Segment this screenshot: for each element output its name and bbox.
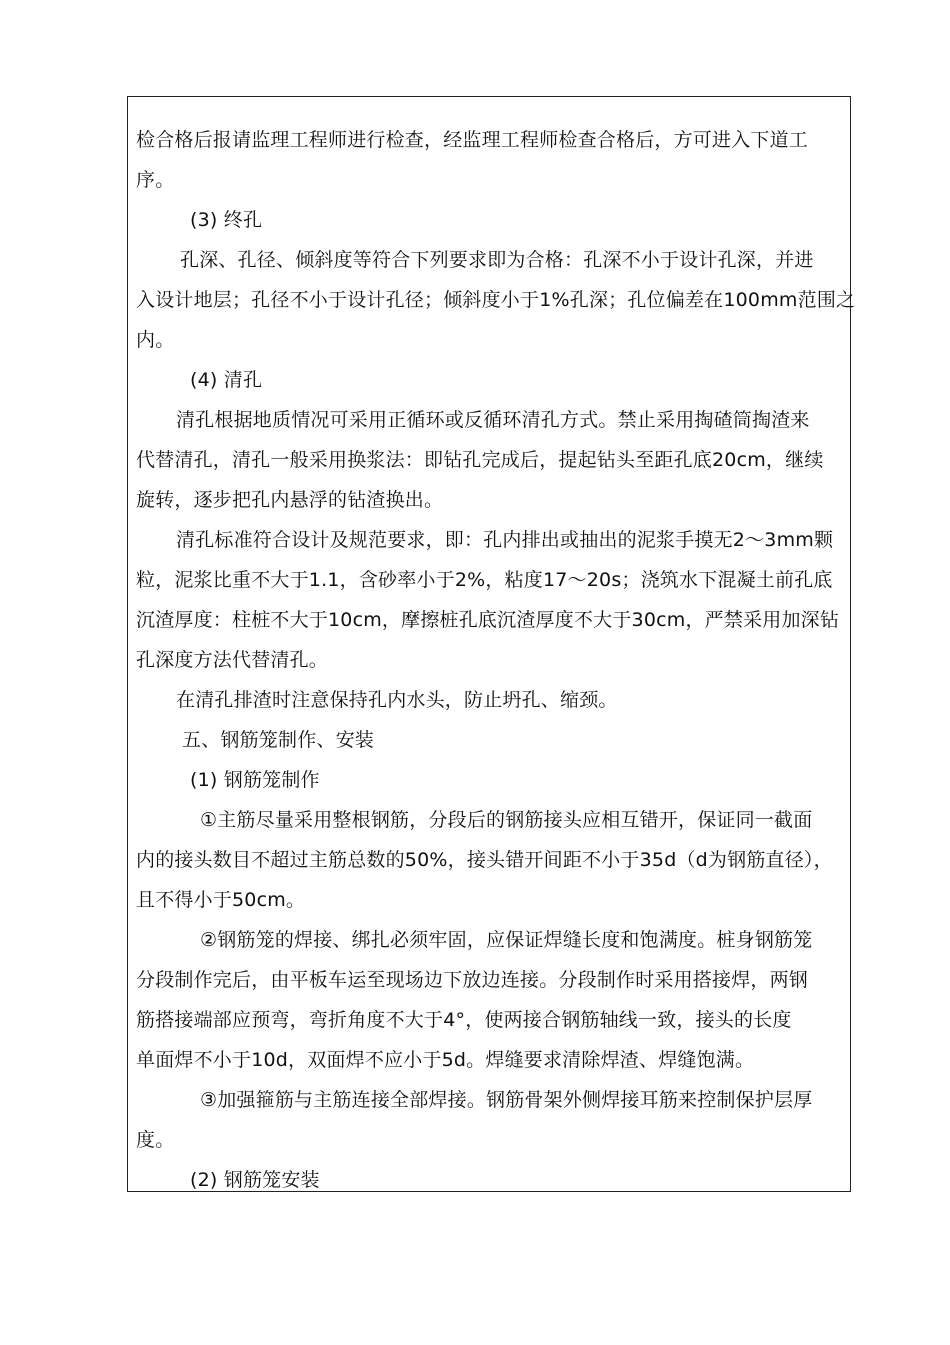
- text-line: 在清孔排渣时注意保持孔内水头，防止坍孔、缩颈。: [176, 689, 618, 711]
- text-line: 清孔标准符合设计及规范要求，即：孔内排出或抽出的泥浆手摸无2～3mm颗: [176, 529, 834, 551]
- text-line: 孔深度方法代替清孔。: [136, 649, 329, 671]
- text-line: 清孔根据地质情况可采用正循环或反循环清孔方式。禁止采用掏碴筒掏渣来: [176, 409, 810, 431]
- text-line: 粒，泥浆比重不大于1.1，含砂率小于2%，粘度17～20s；浇筑水下混凝土前孔底: [136, 569, 833, 591]
- section-heading: (3) 终孔: [190, 209, 263, 231]
- text-line: 内的接头数目不超过主筋总数的50%，接头错开间距不小于35d（d为钢筋直径），: [136, 849, 833, 871]
- text-line: ③加强箍筋与主筋连接全部焊接。钢筋骨架外侧焊接耳筋来控制保护层厚: [200, 1089, 813, 1111]
- text-line: 入设计地层；孔径不小于设计孔径；倾斜度小于1%孔深；孔位偏差在100mm范围之: [136, 289, 856, 311]
- text-line: 旋转，逐步把孔内悬浮的钻渣换出。: [136, 489, 444, 511]
- section-heading: (4) 清孔: [190, 369, 263, 391]
- text-line: 沉渣厚度：柱桩不大于10cm，摩擦桩孔底沉渣厚度不大于30cm，严禁采用加深钻: [136, 609, 840, 631]
- text-line: 检合格后报请监理工程师进行检查，经监理工程师检查合格后，方可进入下道工: [136, 129, 809, 151]
- text-line: 度。: [136, 1129, 175, 1151]
- text-line: ①主筋尽量采用整根钢筋，分段后的钢筋接头应相互错开，保证同一截面: [200, 809, 813, 831]
- text-line: 孔深、孔径、倾斜度等符合下列要求即为合格：孔深不小于设计孔深，并进: [180, 249, 814, 271]
- text-line: 分段制作完后，由平板车运至现场边下放边连接。分段制作时采用搭接焊，两钢: [136, 969, 809, 991]
- text-line: 单面焊不小于10d，双面焊不应小于5d。焊缝要求清除焊渣、焊缝饱满。: [136, 1049, 755, 1071]
- text-line: 筋搭接端部应预弯，弯折角度不大于4°，使两接合钢筋轴线一致，接头的长度: [136, 1009, 792, 1031]
- text-line: ②钢筋笼的焊接、绑扎必须牢固，应保证焊缝长度和饱满度。桩身钢筋笼: [200, 929, 813, 951]
- section-heading: (1) 钢筋笼制作: [190, 769, 320, 791]
- text-line: 序。: [136, 169, 175, 191]
- text-line: 代替清孔，清孔一般采用换浆法：即钻孔完成后，提起钻头至距孔底20cm，继续: [136, 449, 824, 471]
- text-line: 内。: [136, 329, 175, 351]
- section-heading: (2) 钢筋笼安装: [190, 1169, 320, 1191]
- text-line: 且不得小于50cm。: [136, 889, 306, 911]
- chapter-heading: 五、钢筋笼制作、安装: [182, 729, 375, 751]
